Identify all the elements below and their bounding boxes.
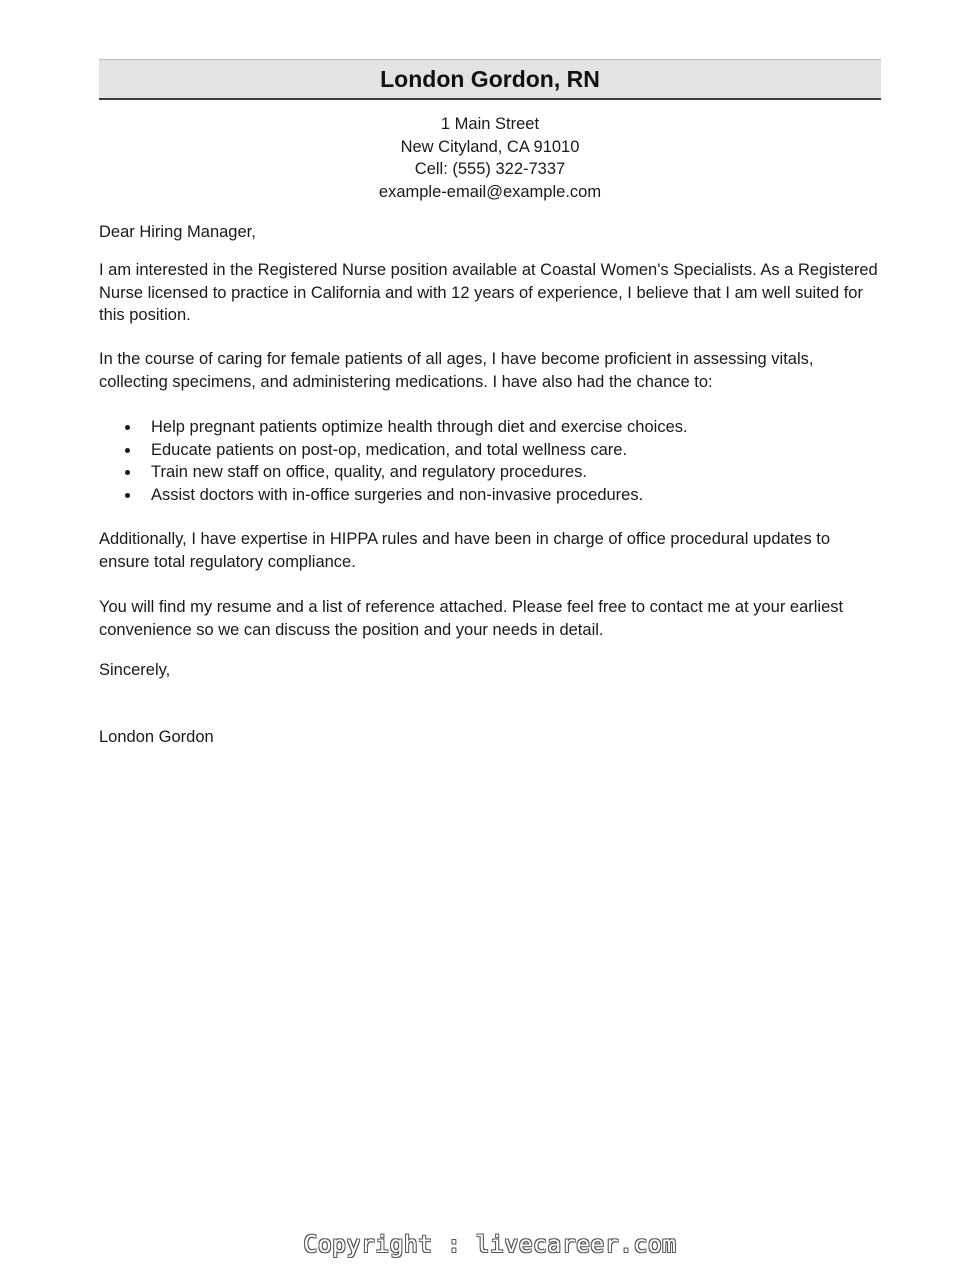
paragraph-contact-request: You will find my resume and a list of reference attached. Please feel free to contact me at your earliest convenience so we can discuss the position and your needs in detail. <box>99 598 844 639</box>
paragraph-expertise: Additionally, I have expertise in HIPPA rules and have been in charge of office procedural updates to ensure total regulatory compliance. <box>99 530 831 571</box>
salutation: Dear Hiring Manager, <box>99 223 256 241</box>
paragraph-experience: In the course of caring for female patients of all ages, I have become proficient in assessing vitals, collecting specimens, and administering medications. I have also had the chance to: <box>99 350 814 391</box>
closing: Sincerely, <box>99 661 171 679</box>
contact-block <box>99 113 881 203</box>
copyright-watermark: Copyright : livecareer.com <box>303 1232 677 1258</box>
skills-list <box>99 416 881 506</box>
cell-phone: Cell: (555) 322-7337 <box>414 160 566 178</box>
bullet-icon <box>125 493 130 498</box>
email-address: example-email@example.com <box>378 182 602 201</box>
city-state-zip: New Cityland, CA 91010 <box>400 137 580 156</box>
list-item <box>99 484 881 507</box>
list-item <box>99 461 881 484</box>
list-item-text: Educate patients on post-op, medication, and total wellness care. <box>151 440 628 459</box>
paragraph-intro: I am interested in the Registered Nurse position available at Coastal Women's Specialists. As a Registered Nurse licensed to practice in California and with 12 years of experience, I believe that I am well suited for this position. <box>99 261 878 324</box>
street-address: 1 Main Street <box>440 115 540 133</box>
list-item <box>99 439 881 462</box>
name-banner <box>99 59 881 100</box>
list-item <box>99 416 881 439</box>
list-item-text: Help pregnant patients optimize health through diet and exercise choices. <box>151 418 688 436</box>
list-item-text: Assist doctors with in-office surgeries and non-invasive procedures. <box>151 485 644 504</box>
signature-name: London Gordon <box>99 728 214 746</box>
applicant-name: London Gordon, RN <box>380 65 600 92</box>
bullet-icon <box>125 425 130 430</box>
bullet-icon <box>125 448 130 453</box>
list-item-text: Train new staff on office, quality, and regulatory procedures. <box>151 463 587 481</box>
bullet-icon <box>125 470 130 475</box>
